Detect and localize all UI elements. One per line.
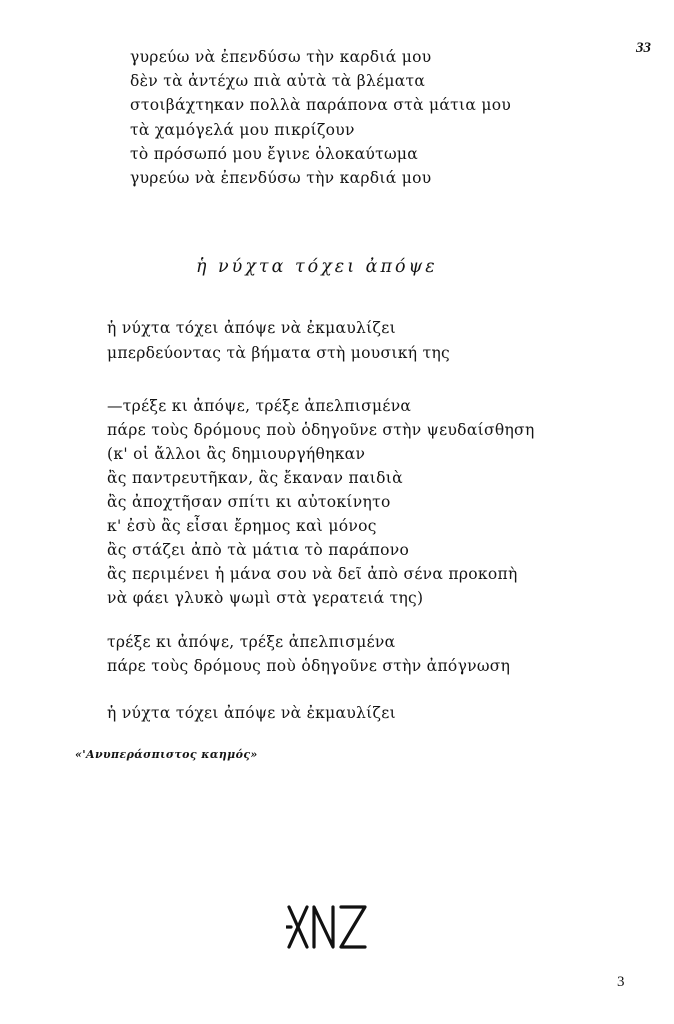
poem-line: —τρέξε κι ἀπόψε, τρέξε ἀπελπισμένα [107,397,412,415]
poem-title: ἡ νύχτα τόχει ἀπόψε [196,257,438,277]
poem-line: ἂς ἀποχτῆσαν σπίτι κι αὐτοκίνητο [107,493,391,511]
poem-line: γυρεύω νὰ ἐπενδύσω τὴν καρδιά μου [130,48,432,66]
poem-line: ἂς περιμένει ἡ μάνα σου νὰ δεῖ ἀπὸ σένα προκοπὴ [107,565,518,583]
poem-line: ἂς στάζει ἀπὸ τὰ μάτια τὸ παράπονο [107,541,410,559]
poem-line: ἂς παντρευτῆκαν, ἂς ἔκαναν παιδιὰ [107,469,403,487]
poem-line: (κ' οἱ ἄλλοι ἂς δημιουργήθηκαν [107,445,366,463]
page-number-bottom: 3 [617,974,625,990]
poem-line: νὰ φάει γλυκὸ ψωμὶ στὰ γερατειά της) [107,589,424,607]
poem-line: ἡ νύχτα τόχει ἀπόψε νὰ ἐκμαυλίζει [107,704,396,722]
source-note: «'Ανυπεράσπιστος καημός» [75,748,258,761]
poem-line: δὲν τὰ ἀντέχω πιὰ αὐτὰ τὰ βλέματα [130,72,426,90]
poem-line: τὸ πρόσωπό μου ἔγινε ὁλοκαύτωμα [130,145,419,163]
poem-line: γυρεύω νὰ ἐπενδύσω τὴν καρδιά μου [130,169,432,187]
publisher-logo [286,904,368,950]
poem-line: τρέξε κι ἀπόψε, τρέξε ἀπελπισμένα [107,633,396,651]
poem-line: τὰ χαμόγελά μου πικρίζουν [130,121,355,139]
poem-line: μπερδεύοντας τὰ βήματα στὴ μουσική της [107,344,451,362]
poem-line: πάρε τοὺς δρόμους ποὺ ὁδηγοῦνε στὴν ἀπόγνωση [107,657,511,675]
poem-line: ἡ νύχτα τόχει ἀπόψε νὰ ἐκμαυλίζει [107,319,396,337]
poem-line: κ' ἐσὺ ἂς εἶσαι ἔρημος καὶ μόνος [107,517,377,535]
page-number-top: 33 [636,40,651,56]
poem-line: πάρε τοὺς δρόμους ποὺ ὁδηγοῦνε στὴν ψευδαίσθηση [107,421,535,439]
poem-line: στοιβάχτηκαν πολλὰ παράπονα στὰ μάτια μου [130,96,512,114]
